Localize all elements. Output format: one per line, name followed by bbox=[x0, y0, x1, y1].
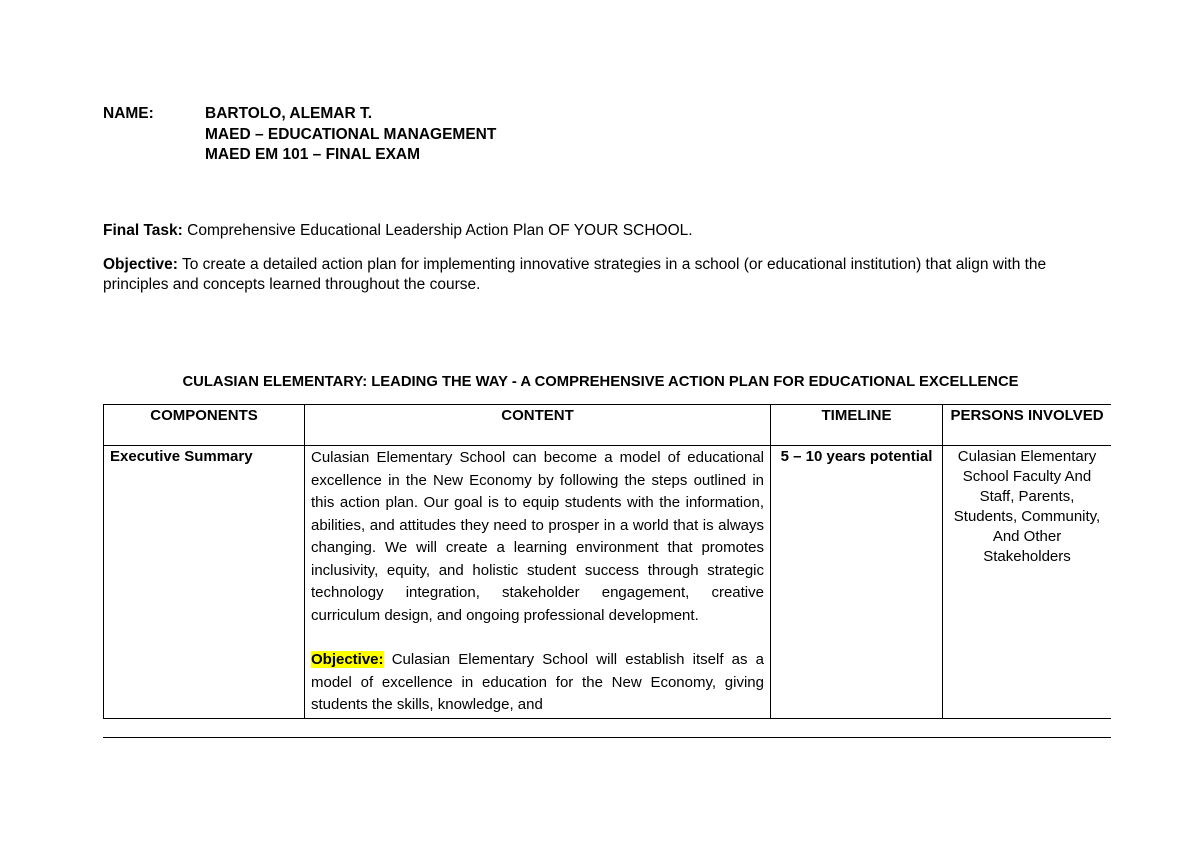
name-label: NAME: bbox=[103, 105, 154, 122]
course-spacer bbox=[103, 145, 205, 166]
column-header-persons: PERSONS INVOLVED bbox=[943, 405, 1112, 446]
final-task-text: Comprehensive Educational Leadership Action Plan OF YOUR SCHOOL. bbox=[182, 222, 693, 239]
column-header-components: COMPONENTS bbox=[104, 405, 305, 446]
action-plan-table bbox=[103, 404, 1111, 719]
content-cell bbox=[305, 446, 771, 719]
header-block bbox=[103, 104, 496, 166]
table-header-row bbox=[104, 405, 1112, 446]
course-value: MAED EM 101 – FINAL EXAM bbox=[205, 146, 421, 163]
objective-highlight-label: Objective: bbox=[311, 651, 384, 668]
program-spacer bbox=[103, 125, 205, 146]
content-paragraph-objective bbox=[311, 649, 764, 717]
final-task-label: Final Task: bbox=[103, 222, 183, 239]
plan-title: CULASIAN ELEMENTARY: LEADING THE WAY - A COMPREHENSIVE ACTION PLAN FOR EDUCATIONAL EXCELLENCE bbox=[182, 374, 1019, 390]
timeline-cell: 5 – 10 years potential bbox=[771, 446, 943, 719]
paragraph-gap bbox=[311, 627, 764, 649]
component-cell: Executive Summary bbox=[104, 446, 305, 719]
name-row bbox=[103, 104, 496, 125]
content-paragraph-summary: Culasian Elementary School can become a model of educational excellence in the New Economy by following the steps outlined in this action plan. Our goal is to equip students with the information, abilities, and attitudes they need to prosper in a world that is always changing. We will create a learning environment that promotes inclusivity, equity, and holistic student success through strategic technology integration, stakeholder engagement, creative curriculum design, and ongoing professional development. bbox=[311, 449, 764, 624]
action-plan-table-wrap bbox=[103, 404, 1111, 738]
objective-paragraph-text: Culasian Elementary School will establish itself as a model of excellence in education for the New Economy, giving students the skills, knowledge, and bbox=[311, 651, 764, 713]
name-value: BARTOLO, ALEMAR T. bbox=[205, 105, 373, 122]
column-header-timeline: TIMELINE bbox=[771, 405, 943, 446]
column-header-content: CONTENT bbox=[305, 405, 771, 446]
final-task bbox=[103, 221, 693, 241]
course-row bbox=[103, 145, 496, 166]
table-row bbox=[104, 446, 1112, 719]
persons-cell: Culasian Elementary School Faculty And Staff, Parents, Students, Community, And Other Stakeholders bbox=[943, 446, 1112, 719]
objective bbox=[103, 255, 1093, 295]
objective-text: To create a detailed action plan for implementing innovative strategies in a school (or educational institution) that align with the principles and concepts learned throughout the course. bbox=[103, 256, 1047, 293]
program-value: MAED – EDUCATIONAL MANAGEMENT bbox=[205, 125, 497, 143]
program-row bbox=[103, 125, 496, 146]
objective-label: Objective: bbox=[103, 256, 178, 273]
